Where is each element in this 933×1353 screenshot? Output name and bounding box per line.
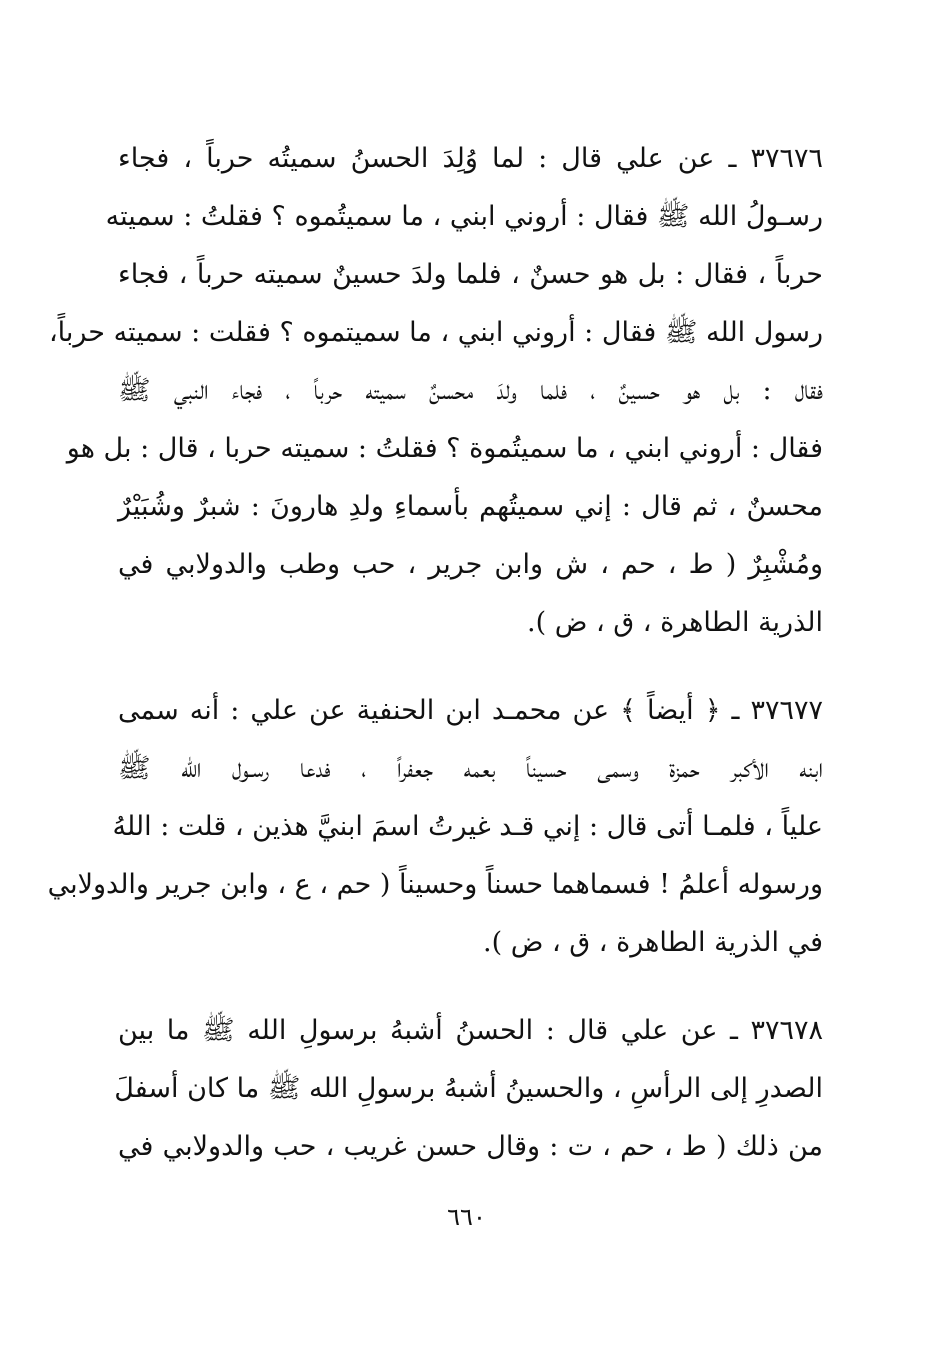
text-line: ٣٧٦٧٦ ـ عن علي قال : لما وُلِدَ الحسنُ سميتُه حرباً ، فجاء <box>118 143 823 174</box>
text-line: رسـولُ الله ﷺ فقال : أروني ابني ، ما سميتُموه ؟ فقلتُ : سميته <box>105 201 823 232</box>
text-line: فقال : أروني ابني ، ما سميتُموة ؟ فقلتُ : سميته حربا ، قال : بل هو <box>66 433 823 464</box>
text-line: حرباً ، فقال : بل هو حسنٌ ، فلما ولدَ حسينٌ سميته حرباً ، فجاء <box>118 259 823 290</box>
page-body <box>47 130 823 1176</box>
hadith-37676 <box>48 130 823 652</box>
hadith-37678 <box>114 1002 823 1176</box>
text-line: ٣٧٦٧٨ ـ عن علي قال : الحسنُ أشبهُ برسولِ الله ﷺ ما بين <box>118 1015 823 1046</box>
text-line: ومُشْبِرٌ ( ط ، حم ، ش وابن جرير ، حب وطب والدولابي في <box>118 549 823 580</box>
hadith-37677 <box>47 682 823 972</box>
text-line: ٣٧٦٧٧ ـ ﴿ أيضاً ﴾ عن محمـد ابن الحنفية عن علي : أنه سمى <box>118 695 823 726</box>
text-line: الذرية الطاهرة ، ق ، ض ). <box>527 607 823 638</box>
text-line: في الذرية الطاهرة ، ق ، ض ). <box>483 927 823 958</box>
text-line: علياً ، فلمـا أتى قال : إني قـد غيرتُ اسمَ ابنيَّ هذين ، قلت : اللهُ <box>112 811 823 842</box>
page-number: ٦٦٠ <box>447 1203 486 1231</box>
text-line: فقال : بل هو حسينٌ ، فلما ولدَ محسنٌ سميته حرباً ، فجاء النبي ﷺ <box>118 375 823 406</box>
text-line: ورسوله أعلمُ ! فسماهما حسناً وحسيناً ( حم ، ع ، وابن جرير والدولابي <box>47 869 823 900</box>
text-line: محسنٌ ، ثم قال : إني سميتُهم بأسماءِ ولدِ هارونَ : شبرٌ وشُبَيْرٌ <box>118 491 823 522</box>
text-line: الصدرِ إلى الرأسِ ، والحسينُ أشبهُ برسولِ الله ﷺ ما كان أسفلَ <box>114 1073 823 1104</box>
text-line: من ذلك ( ط ، حم ، ت : وقال حسن غريب ، حب والدولابي في <box>118 1131 823 1162</box>
text-line: ابنه الأكبر حمزة وسمى حسيناً بعمه جعفراً ، فدعا رسـول الله ﷺ <box>118 753 823 784</box>
paragraph-gap <box>118 652 823 682</box>
text-line: رسول الله ﷺ فقال : أروني ابني ، ما سميتموه ؟ فقلت : سميته حرباً، <box>48 317 823 348</box>
paragraph-gap <box>118 972 823 1002</box>
